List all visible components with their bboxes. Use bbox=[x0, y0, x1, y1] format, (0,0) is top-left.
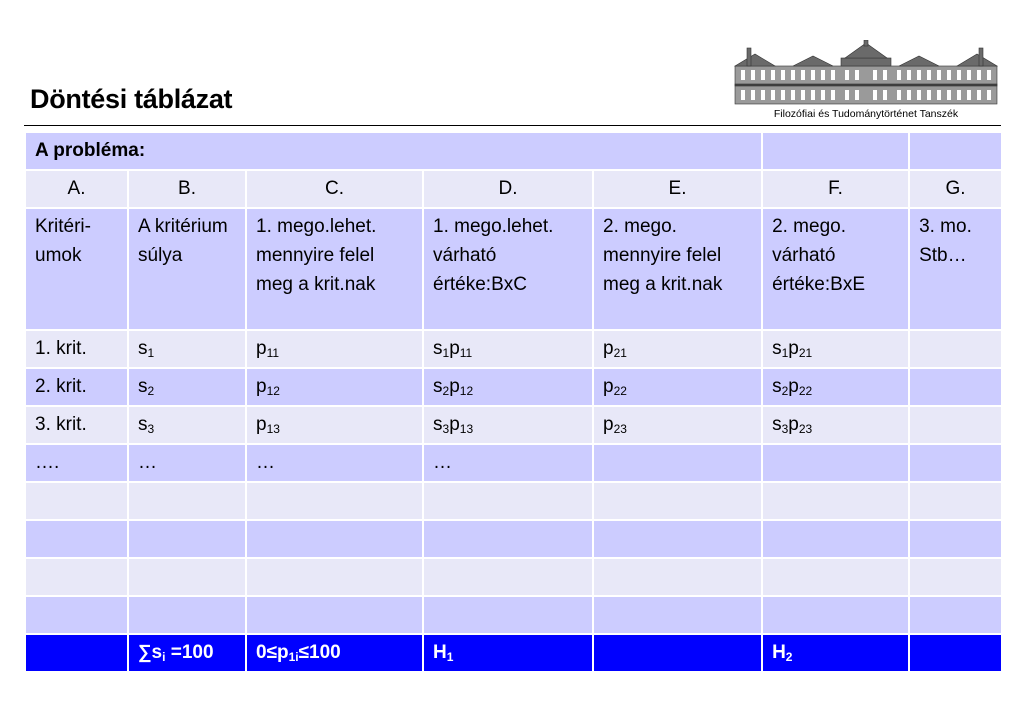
summary-cell bbox=[593, 634, 762, 672]
table-cell bbox=[128, 368, 246, 406]
summary-cell bbox=[762, 634, 909, 672]
table-cell bbox=[25, 368, 128, 406]
table-cell bbox=[128, 406, 246, 444]
table-cell bbox=[762, 596, 909, 634]
table-row bbox=[25, 558, 1002, 596]
page-title: Döntési táblázat bbox=[30, 84, 233, 114]
table-cell bbox=[246, 482, 423, 520]
table-row bbox=[25, 520, 1002, 558]
table-cell bbox=[762, 482, 909, 520]
criteria-header-cell: 2. mego. várható értéke:BxE bbox=[762, 208, 909, 330]
table-row bbox=[25, 406, 1002, 444]
table-row bbox=[25, 330, 1002, 368]
table-cell bbox=[128, 330, 246, 368]
table-cell bbox=[762, 330, 909, 368]
cell-text: 3. krit. bbox=[35, 414, 87, 435]
cell-text: p bbox=[603, 338, 614, 359]
cell-text: p bbox=[603, 376, 614, 397]
table-cell bbox=[25, 406, 128, 444]
table-cell bbox=[25, 596, 128, 634]
cell-subscript: i bbox=[162, 650, 166, 664]
cell-text: p bbox=[256, 376, 267, 397]
cell-text: 0≤p bbox=[256, 642, 289, 663]
cell-subscript: 1 bbox=[147, 346, 155, 360]
cell-text: s bbox=[772, 376, 782, 397]
cell-subscript: 21 bbox=[798, 346, 813, 360]
cell-subscript: 1 bbox=[442, 346, 450, 360]
table-cell bbox=[762, 132, 909, 170]
column-letter: D. bbox=[423, 170, 593, 208]
cell-text: … bbox=[433, 452, 452, 473]
cell-text: p bbox=[449, 414, 460, 435]
summary-cell bbox=[909, 634, 1002, 672]
cell-subscript: 3 bbox=[442, 422, 450, 436]
cell-text: s bbox=[138, 338, 148, 359]
cell-text: s bbox=[138, 414, 148, 435]
criteria-header-cell: 1. mego.lehet. mennyire felel meg a krit.nak bbox=[246, 208, 423, 330]
cell-text: p bbox=[788, 338, 799, 359]
table-cell bbox=[423, 406, 593, 444]
table-cell bbox=[423, 368, 593, 406]
cell-text: p bbox=[788, 414, 799, 435]
table-cell bbox=[423, 596, 593, 634]
table-cell bbox=[25, 482, 128, 520]
table-cell bbox=[593, 558, 762, 596]
table-cell bbox=[25, 330, 128, 368]
cell-text: p bbox=[788, 376, 799, 397]
column-letter: G. bbox=[909, 170, 1002, 208]
cell-subscript: 2 bbox=[442, 384, 450, 398]
table-cell bbox=[246, 558, 423, 596]
table-cell bbox=[246, 520, 423, 558]
department-name: Filozófiai és Tudománytörténet Tanszék bbox=[773, 108, 959, 120]
column-letter: E. bbox=[593, 170, 762, 208]
table-cell bbox=[909, 520, 1002, 558]
cell-subscript: 22 bbox=[798, 384, 813, 398]
table-row bbox=[25, 368, 1002, 406]
cell-text: p bbox=[256, 414, 267, 435]
decision-table bbox=[24, 131, 1003, 673]
table-cell bbox=[593, 444, 762, 482]
table-cell bbox=[423, 520, 593, 558]
table-cell bbox=[25, 520, 128, 558]
problem-label: A probléma: bbox=[25, 132, 762, 170]
cell-text: s bbox=[772, 338, 782, 359]
cell-text: s bbox=[433, 376, 443, 397]
table-cell bbox=[762, 368, 909, 406]
cell-text: H bbox=[772, 642, 786, 663]
cell-subscript: 13 bbox=[459, 422, 474, 436]
cell-text: =100 bbox=[165, 642, 214, 663]
table-row bbox=[25, 482, 1002, 520]
table-cell bbox=[593, 596, 762, 634]
cell-subscript: 11 bbox=[459, 346, 473, 360]
table-cell bbox=[909, 482, 1002, 520]
table-cell bbox=[128, 596, 246, 634]
table-cell bbox=[593, 368, 762, 406]
table-cell bbox=[128, 520, 246, 558]
cell-subscript: 2 bbox=[147, 384, 155, 398]
cell-subscript: 11 bbox=[266, 346, 280, 360]
table-cell bbox=[909, 596, 1002, 634]
cell-text: s bbox=[772, 414, 782, 435]
table-row bbox=[25, 444, 1002, 482]
table-cell bbox=[909, 558, 1002, 596]
cell-text: ∑s bbox=[138, 642, 163, 663]
table-cell bbox=[25, 558, 128, 596]
title-divider bbox=[24, 125, 1001, 126]
cell-subscript: 23 bbox=[798, 422, 813, 436]
cell-text: … bbox=[256, 452, 275, 473]
cell-subscript: 3 bbox=[147, 422, 155, 436]
table-cell bbox=[909, 444, 1002, 482]
summary-cell bbox=[128, 634, 246, 672]
problem-row bbox=[25, 132, 1002, 170]
table-cell bbox=[128, 444, 246, 482]
cell-text: … bbox=[138, 452, 157, 473]
table-cell bbox=[762, 558, 909, 596]
column-letter: A. bbox=[25, 170, 128, 208]
table-cell bbox=[762, 444, 909, 482]
cell-text: p bbox=[449, 338, 460, 359]
table-cell bbox=[593, 330, 762, 368]
criteria-header-cell: Kritéri-umok bbox=[25, 208, 128, 330]
cell-subscript: 21 bbox=[613, 346, 627, 360]
summary-row bbox=[25, 634, 1002, 672]
cell-subscript: 3 bbox=[781, 422, 789, 436]
table-row bbox=[25, 596, 1002, 634]
table-cell bbox=[25, 444, 128, 482]
column-letter: B. bbox=[128, 170, 246, 208]
column-letter: C. bbox=[246, 170, 423, 208]
cell-subscript: 1 bbox=[446, 650, 454, 664]
table-cell bbox=[909, 132, 1002, 170]
cell-subscript: 1 bbox=[781, 346, 789, 360]
criteria-header-cell: 3. mo. Stb… bbox=[909, 208, 1002, 330]
table-cell bbox=[909, 330, 1002, 368]
table-cell bbox=[128, 482, 246, 520]
cell-subscript: 13 bbox=[266, 422, 280, 436]
table-cell bbox=[423, 482, 593, 520]
table-cell bbox=[423, 330, 593, 368]
table-cell bbox=[246, 596, 423, 634]
summary-cell bbox=[423, 634, 593, 672]
table-cell bbox=[909, 368, 1002, 406]
cell-text: ≤100 bbox=[298, 642, 341, 663]
table-cell bbox=[128, 558, 246, 596]
summary-cell bbox=[246, 634, 423, 672]
table-cell bbox=[423, 558, 593, 596]
summary-cell bbox=[25, 634, 128, 672]
table-cell bbox=[246, 368, 423, 406]
cell-text: s bbox=[138, 376, 148, 397]
table-cell bbox=[762, 520, 909, 558]
criteria-header-cell: 1. mego.lehet. várható értéke:BxC bbox=[423, 208, 593, 330]
table-cell bbox=[246, 444, 423, 482]
cell-text: 1. krit. bbox=[35, 338, 87, 359]
cell-text: p bbox=[603, 414, 614, 435]
table-cell bbox=[909, 406, 1002, 444]
column-letter-row bbox=[25, 170, 1002, 208]
cell-subscript: 23 bbox=[613, 422, 627, 436]
cell-subscript: 2 bbox=[785, 650, 793, 664]
cell-text: 2. krit. bbox=[35, 376, 87, 397]
cell-text: …. bbox=[35, 452, 60, 473]
cell-text: s bbox=[433, 414, 443, 435]
cell-subscript: 1i bbox=[288, 650, 299, 664]
table-cell bbox=[762, 406, 909, 444]
table-cell bbox=[246, 406, 423, 444]
cell-text: s bbox=[433, 338, 443, 359]
cell-text: H bbox=[433, 642, 447, 663]
table-cell bbox=[246, 330, 423, 368]
cell-text: p bbox=[256, 338, 267, 359]
cell-subscript: 2 bbox=[781, 384, 789, 398]
cell-subscript: 12 bbox=[459, 384, 474, 398]
cell-subscript: 12 bbox=[266, 384, 280, 398]
university-building-icon bbox=[733, 40, 999, 106]
cell-text: p bbox=[449, 376, 460, 397]
table-cell bbox=[423, 444, 593, 482]
table-cell bbox=[593, 482, 762, 520]
table-cell bbox=[593, 406, 762, 444]
criteria-header-row bbox=[25, 208, 1002, 330]
criteria-header-cell: 2. mego. mennyire felel meg a krit.nak bbox=[593, 208, 762, 330]
column-letter: F. bbox=[762, 170, 909, 208]
cell-subscript: 22 bbox=[613, 384, 627, 398]
table-cell bbox=[593, 520, 762, 558]
criteria-header-cell: A kritérium súlya bbox=[128, 208, 246, 330]
